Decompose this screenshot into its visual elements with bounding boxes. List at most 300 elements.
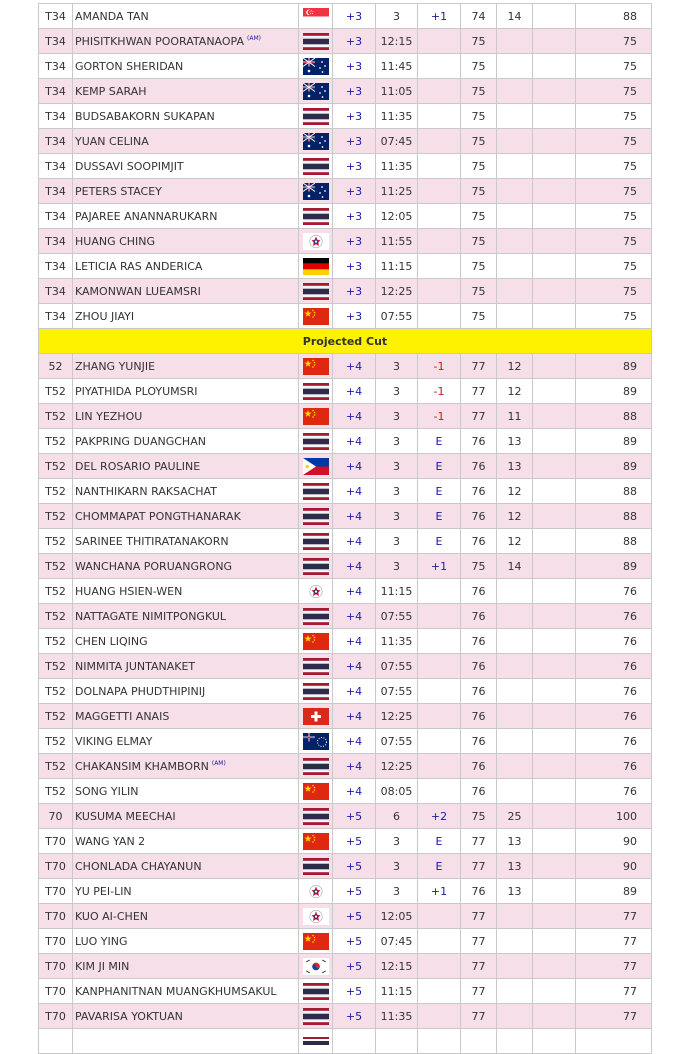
player-name-link[interactable]: SONG YILIN [75,784,139,798]
round2-cell [497,104,533,129]
position-cell: T34 [39,229,73,254]
today-score-cell [418,129,461,154]
leaderboard-row [39,254,652,279]
country-flag-cell [299,929,333,954]
country-flag-cell [299,829,333,854]
thru-cell: 12:15 [376,954,418,979]
round2-cell [497,279,533,304]
country-flag-cell [299,754,333,779]
total-cell: 89 [576,354,652,379]
today-score-cell [418,954,461,979]
player-name-link[interactable]: PAJAREE ANANNARUKARN [75,209,218,223]
thailand-flag-icon [303,809,329,822]
leaderboard-row [39,29,652,54]
thru-cell: 11:15 [376,579,418,604]
total-cell: 88 [576,479,652,504]
player-name-cell [73,529,299,554]
round2-cell [497,679,533,704]
position-cell: T34 [39,279,73,304]
today-score-cell: +1 [418,554,461,579]
country-flag-cell [299,804,333,829]
round1-cell: 75 [461,204,497,229]
thailand-flag-icon [303,984,329,997]
player-name-cell [73,54,299,79]
spacer-cell [533,379,576,404]
round2-cell: 14 [497,554,533,579]
leaderboard-row [39,454,652,479]
thru-cell: 07:55 [376,729,418,754]
thru-cell: 12:25 [376,704,418,729]
position-cell: T34 [39,179,73,204]
to-par-cell: +4 [333,604,376,629]
player-name-link[interactable]: LIN YEZHOU [75,409,143,423]
today-score-cell [418,679,461,704]
thru-cell: 07:55 [376,304,418,329]
player-name-link[interactable]: PETERS STACEY [75,184,162,198]
spacer-cell [533,954,576,979]
total-cell: 88 [576,504,652,529]
round1-cell: 76 [461,754,497,779]
player-name-link[interactable]: SARINEE THITIRATANAKORN [75,534,229,548]
to-par-cell: +5 [333,829,376,854]
spacer-cell [533,154,576,179]
player-name-link[interactable]: LETICIA RAS ANDERICA [75,259,203,273]
player-name-cell [73,829,299,854]
leaderboard-row [39,579,652,604]
country-flag-cell [299,379,333,404]
round1-cell: 75 [461,129,497,154]
player-name-link[interactable]: KAMONWAN LUEAMSRI [75,284,201,298]
total-cell: 75 [576,229,652,254]
position-cell: T52 [39,554,73,579]
total-cell: 76 [576,779,652,804]
player-name-cell [73,754,299,779]
to-par-cell: +3 [333,29,376,54]
position-cell: T34 [39,304,73,329]
position-cell: T52 [39,429,73,454]
round2-cell [497,54,533,79]
partial-row-section [39,1029,652,1054]
to-par-cell: +4 [333,529,376,554]
to-par-cell: +5 [333,854,376,879]
amateur-badge: (AM) [211,759,226,767]
round1-cell: 76 [461,454,497,479]
player-name-cell [73,79,299,104]
position-cell: T70 [39,1004,73,1029]
player-name-cell [73,979,299,1004]
round1-cell: 75 [461,79,497,104]
to-par-cell: +5 [333,979,376,1004]
player-name-link[interactable]: PIYATHIDA PLOYUMSRI [75,384,198,398]
round1-cell: 76 [461,604,497,629]
today-score-cell [418,979,461,1004]
position-cell: T52 [39,654,73,679]
to-par-cell: +4 [333,479,376,504]
to-par-cell: +4 [333,654,376,679]
thru-cell: 6 [376,804,418,829]
total-cell: 89 [576,454,652,479]
philippines-flag-icon [303,459,329,472]
player-name-link[interactable]: AMANDA TAN [75,9,149,23]
china-flag-icon [303,784,329,797]
today-score-cell [418,904,461,929]
today-score-cell [418,304,461,329]
country-flag-cell [299,504,333,529]
player-name-link[interactable]: CHAKANSIM KHAMBORN [75,759,209,773]
singapore-flag-icon [303,9,329,22]
position-cell: T70 [39,854,73,879]
player-name-link[interactable]: HUANG CHING [75,234,156,248]
china-flag-icon [303,409,329,422]
total-cell: 76 [576,604,652,629]
round2-cell [497,954,533,979]
total-cell: 76 [576,654,652,679]
total-cell: 75 [576,254,652,279]
today-score-cell [418,1004,461,1029]
round1-cell: 75 [461,304,497,329]
country-flag-cell [299,304,333,329]
player-name-link[interactable]: KUO AI-CHEN [75,909,148,923]
player-name-link[interactable]: CHEN LIQING [75,634,148,648]
spacer-cell [533,129,576,154]
total-cell: 75 [576,304,652,329]
player-name-link[interactable]: KIM JI MIN [75,959,130,973]
thru-cell: 12:15 [376,29,418,54]
round1-cell: 77 [461,979,497,1004]
round2-cell [497,129,533,154]
thru-cell: 11:05 [376,79,418,104]
leaderboard-bottom-rows [39,354,652,1029]
today-score-cell: -1 [418,379,461,404]
round1-cell: 75 [461,554,497,579]
total-cell: 89 [576,429,652,454]
thru-cell: 08:05 [376,779,418,804]
to-par-cell: +3 [333,54,376,79]
leaderboard-row [39,854,652,879]
spacer-cell [533,229,576,254]
thru-cell: 12:25 [376,279,418,304]
round2-cell: 13 [497,879,533,904]
leaderboard-row [39,704,652,729]
to-par-cell: +4 [333,704,376,729]
leaderboard-row [39,179,652,204]
total-cell: 75 [576,204,652,229]
player-name-cell [73,154,299,179]
to-par-cell: +4 [333,754,376,779]
spacer-cell [533,179,576,204]
spacer-cell [533,629,576,654]
country-flag-cell [299,179,333,204]
country-flag-cell [299,879,333,904]
player-name-link[interactable]: VIKING ELMAY [75,734,153,748]
leaderboard-row [39,479,652,504]
to-par-cell: +4 [333,504,376,529]
leaderboard-row [39,279,652,304]
thailand-flag-icon [303,759,329,772]
total-cell: 76 [576,729,652,754]
player-name-cell [73,779,299,804]
spacer-cell [533,104,576,129]
player-name-link[interactable]: YU PEI-LIN [75,884,132,898]
round2-cell [497,779,533,804]
thru-cell: 12:25 [376,754,418,779]
spacer-cell [533,679,576,704]
spacer-cell [533,504,576,529]
player-name-link[interactable]: NIMMITA JUNTANAKET [75,659,196,673]
spacer-cell [533,654,576,679]
total-cell: 88 [576,529,652,554]
spacer-cell [533,29,576,54]
to-par-cell: +3 [333,304,376,329]
amateur-badge: (AM) [247,34,261,42]
player-name-cell [73,704,299,729]
today-score-cell [418,29,461,54]
round1-cell: 76 [461,704,497,729]
total-cell: 75 [576,54,652,79]
cut-line-section [39,329,652,354]
to-par-cell: +3 [333,254,376,279]
round2-cell: 12 [497,379,533,404]
leaderboard-row [39,1004,652,1029]
thru-cell: 11:35 [376,104,418,129]
player-name-link[interactable]: YUAN CELINA [75,134,149,148]
spacer-cell [533,304,576,329]
thailand-flag-icon [303,434,329,447]
player-name-link[interactable]: PAKPRING DUANGCHAN [75,434,206,448]
country-flag-cell [299,854,333,879]
total-cell: 89 [576,554,652,579]
player-name-link[interactable]: NATTAGATE NIMITPONGKUL [75,609,227,623]
country-flag-cell [299,479,333,504]
player-name-cell [73,204,299,229]
player-name-link[interactable]: PHISITKHWAN POORATANAOPA [75,34,244,48]
round2-cell [497,204,533,229]
position-cell: T70 [39,829,73,854]
position-cell: T52 [39,779,73,804]
player-name-link[interactable]: NANTHIKARN RAKSACHAT [75,484,217,498]
player-name-link[interactable]: KANPHANITNAN MUANGKHUMSAKUL [75,984,277,998]
today-score-cell: -1 [418,404,461,429]
leaderboard-row [39,804,652,829]
position-cell: T34 [39,254,73,279]
leaderboard-top-rows [39,4,652,329]
to-par-cell: +4 [333,454,376,479]
today-score-cell: E [418,504,461,529]
leaderboard-row [39,304,652,329]
round1-cell: 77 [461,379,497,404]
position-cell: T34 [39,54,73,79]
position-cell: T34 [39,4,73,29]
leaderboard-row [39,4,652,29]
total-cell: 88 [576,4,652,29]
player-name-link[interactable]: DOLNAPA PHUDTHIPINIJ [75,684,206,698]
position-cell: 70 [39,804,73,829]
country-flag-cell [299,629,333,654]
to-par-cell: +5 [333,929,376,954]
country-flag-cell [299,404,333,429]
china-flag-icon [303,834,329,847]
player-name-link[interactable]: WANG YAN 2 [75,834,146,848]
today-score-cell [418,604,461,629]
to-par-cell: +3 [333,104,376,129]
thru-cell: 07:55 [376,604,418,629]
to-par-cell: +4 [333,554,376,579]
to-par-cell: +4 [333,429,376,454]
country-flag-cell [299,704,333,729]
position-cell: T34 [39,79,73,104]
round1-cell: 76 [461,529,497,554]
projected-cut-row [39,329,652,354]
position-cell: T52 [39,629,73,654]
thru-cell: 12:05 [376,204,418,229]
position-cell: T52 [39,729,73,754]
country-flag-cell [299,129,333,154]
australia-flag-icon [303,84,329,97]
player-name-cell [73,404,299,429]
round2-cell [497,629,533,654]
round1-cell: 74 [461,4,497,29]
round1-cell: 76 [461,879,497,904]
player-name-cell [73,29,299,54]
round2-cell [497,654,533,679]
korea-flag-icon [303,959,329,972]
country-flag-cell [299,354,333,379]
player-name-cell [73,879,299,904]
round1-cell: 77 [461,829,497,854]
thru-cell: 3 [376,854,418,879]
player-name-cell [73,629,299,654]
today-score-cell [418,79,461,104]
spacer-cell [533,354,576,379]
thru-cell: 3 [376,504,418,529]
player-name-link[interactable]: WANCHANA PORUANGRONG [75,559,233,573]
spacer-cell [533,529,576,554]
round2-cell [497,79,533,104]
country-flag-cell [299,554,333,579]
total-cell: 89 [576,379,652,404]
round1-cell: 76 [461,729,497,754]
total-cell: 77 [576,904,652,929]
round1-cell: 76 [461,504,497,529]
round2-cell [497,979,533,1004]
country-flag-cell [299,79,333,104]
player-name-cell [73,354,299,379]
round1-cell: 76 [461,779,497,804]
today-score-cell: E [418,854,461,879]
total-cell: 90 [576,829,652,854]
round2-cell [497,704,533,729]
round1-cell: 75 [461,804,497,829]
today-score-cell [418,279,461,304]
player-name-cell [73,604,299,629]
position-cell: T52 [39,754,73,779]
position-cell: T52 [39,679,73,704]
round2-cell [497,304,533,329]
china-flag-icon [303,634,329,647]
today-score-cell: +2 [418,804,461,829]
position-cell: T52 [39,579,73,604]
player-name-link[interactable]: CHONLADA CHAYANUN [75,859,202,873]
to-par-cell: +4 [333,679,376,704]
player-name-link[interactable]: PAVARISA YOKTUAN [75,1009,183,1023]
today-score-cell [418,654,461,679]
country-flag-cell [299,54,333,79]
player-name-link[interactable]: GORTON SHERIDAN [75,59,184,73]
thru-cell: 11:35 [376,154,418,179]
today-score-cell [418,629,461,654]
player-name-link[interactable]: KUSUMA MEECHAI [75,809,176,823]
to-par-cell: +5 [333,1004,376,1029]
player-name-cell [73,729,299,754]
country-flag-cell [299,679,333,704]
today-score-cell: E [418,529,461,554]
player-name-link[interactable]: KEMP SARAH [75,84,147,98]
chinese-taipei-flag-icon [303,909,329,922]
round2-cell: 13 [497,429,533,454]
player-name-link[interactable]: ZHOU JIAYI [75,309,135,323]
player-name-cell [73,804,299,829]
thru-cell: 07:55 [376,679,418,704]
spacer-cell [533,579,576,604]
leaderboard-row [39,929,652,954]
total-cell: 77 [576,929,652,954]
total-cell: 75 [576,129,652,154]
total-cell: 75 [576,29,652,54]
round2-cell: 11 [497,404,533,429]
player-name-link[interactable]: ZHANG YUNJIE [75,359,156,373]
to-par-cell: +3 [333,79,376,104]
round2-cell: 12 [497,529,533,554]
player-name-link[interactable]: BUDSABAKORN SUKAPAN [75,109,215,123]
country-flag-cell [299,254,333,279]
spacer-cell [533,604,576,629]
player-name-link[interactable]: HUANG HSIEN-WEN [75,584,183,598]
chinese-taipei-flag-icon [303,234,329,247]
total-cell: 90 [576,854,652,879]
round2-cell [497,929,533,954]
round1-cell: 77 [461,1004,497,1029]
player-name-link[interactable]: LUO YING [75,934,128,948]
country-flag-cell [299,904,333,929]
today-score-cell [418,254,461,279]
player-name-link[interactable]: CHOMMAPAT PONGTHANARAK [75,509,241,523]
player-name-cell [73,179,299,204]
thailand-flag-icon [303,609,329,622]
position-cell: T70 [39,954,73,979]
position-cell: T52 [39,504,73,529]
player-name-cell [73,229,299,254]
round1-cell: 75 [461,29,497,54]
player-name-link[interactable]: MAGGETTI ANAIS [75,709,170,723]
position-cell: T70 [39,879,73,904]
country-flag-cell [299,579,333,604]
spacer-cell [533,904,576,929]
country-flag-cell [299,279,333,304]
country-flag-cell [299,1004,333,1029]
spacer-cell [533,554,576,579]
today-score-cell [418,929,461,954]
thru-cell: 11:35 [376,629,418,654]
thru-cell: 3 [376,829,418,854]
player-name-link[interactable]: DEL ROSARIO PAULINE [75,459,201,473]
to-par-cell: +4 [333,379,376,404]
round2-cell [497,29,533,54]
player-name-link[interactable]: DUSSAVI SOOPIMJIT [75,159,184,173]
thru-cell: 07:55 [376,654,418,679]
thru-cell: 3 [376,4,418,29]
china-flag-icon [303,934,329,947]
thru-cell: 3 [376,479,418,504]
